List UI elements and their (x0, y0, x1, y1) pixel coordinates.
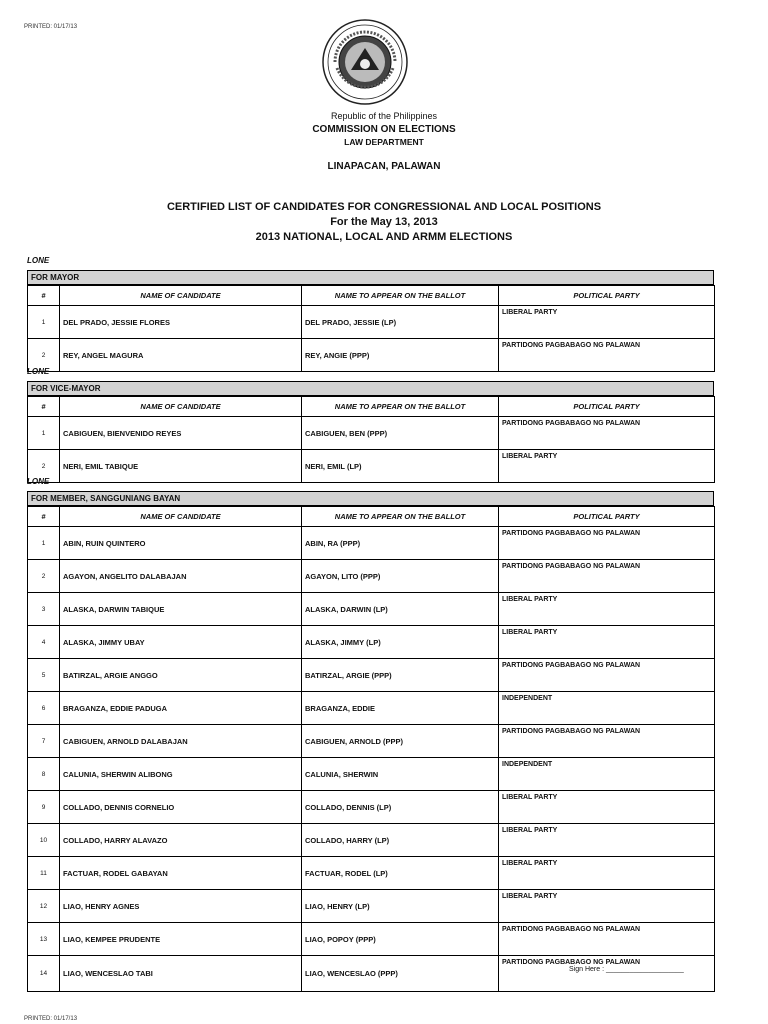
cell-name: ALASKA, JIMMY UBAY (60, 626, 302, 659)
section-title: FOR MEMBER, SANGGUNIANG BAYAN (27, 491, 714, 506)
cell-num: 12 (28, 890, 60, 923)
table-row (28, 758, 715, 791)
cell-name: COLLADO, HARRY ALAVAZO (60, 824, 302, 857)
district-label: LONE (27, 256, 50, 265)
comelec-seal-icon (321, 18, 409, 106)
cell-name: LIAO, HENRY AGNES (60, 890, 302, 923)
cell-party: PARTIDONG PAGBABAGO NG PALAWAN (499, 527, 715, 560)
section-mayor (27, 270, 714, 372)
table-row (28, 626, 715, 659)
cell-party: LIBERAL PARTY (499, 890, 715, 923)
cell-ballot: BATIRZAL, ARGIE (PPP) (302, 659, 499, 692)
cell-num: 3 (28, 593, 60, 626)
cell-ballot: COLLADO, HARRY (LP) (302, 824, 499, 857)
col-num: # (28, 397, 60, 417)
district-label: LONE (27, 367, 50, 376)
cell-ballot: FACTUAR, RODEL (LP) (302, 857, 499, 890)
cell-party: PARTIDONG PAGBABAGO NG PALAWAN (499, 923, 715, 956)
table-row (28, 857, 715, 890)
table-row: 2 REY, ANGEL MAGURA REY, ANGIE (PPP) PARTIDONG PAGBABAGO NG PALAWAN (28, 339, 715, 372)
cell-ballot: ALASKA, DARWIN (LP) (302, 593, 499, 626)
table-row (28, 692, 715, 725)
cell-name: FACTUAR, RODEL GABAYAN (60, 857, 302, 890)
col-ballot: NAME TO APPEAR ON THE BALLOT (302, 397, 499, 417)
cell-ballot: CALUNIA, SHERWIN (302, 758, 499, 791)
document-title: CERTIFIED LIST OF CANDIDATES FOR CONGRESSIONAL AND LOCAL POSITIONS (166, 201, 602, 213)
cell-party: LIBERAL PARTY (499, 857, 715, 890)
cell-party: INDEPENDENT (499, 758, 715, 791)
cell-num: 14 (28, 956, 60, 992)
cell-ballot: ABIN, RA (PPP) (302, 527, 499, 560)
cell-num: 7 (28, 725, 60, 758)
table-row (28, 659, 715, 692)
cell-num: 1 (28, 527, 60, 560)
section-title: FOR MAYOR (27, 270, 714, 285)
cell-ballot: COLLADO, DENNIS (LP) (302, 791, 499, 824)
table-row (28, 593, 715, 626)
cell-ballot: LIAO, HENRY (LP) (302, 890, 499, 923)
cell-name: ALASKA, DARWIN TABIQUE (60, 593, 302, 626)
candidates-table (27, 285, 715, 372)
printed-date: PRINTED: 01/17/13 (24, 24, 78, 30)
col-name: NAME OF CANDIDATE (60, 507, 302, 527)
col-party: POLITICAL PARTY (499, 397, 715, 417)
commission-label: COMMISSION ON ELECTIONS (312, 124, 456, 135)
cell-name: BRAGANZA, EDDIE PADUGA (60, 692, 302, 725)
table-row (28, 890, 715, 923)
cell-num: 10 (28, 824, 60, 857)
cell-party: INDEPENDENT (499, 692, 715, 725)
cell-ballot: BRAGANZA, EDDIE (302, 692, 499, 725)
col-ballot: NAME TO APPEAR ON THE BALLOT (302, 507, 499, 527)
col-num: # (28, 286, 60, 306)
table-row (28, 923, 715, 956)
cell-ballot: LIAO, WENCESLAO (PPP) (302, 956, 499, 992)
cell-party: PARTIDONG PAGBABAGO NG PALAWAN (499, 956, 715, 992)
cell-party: LIBERAL PARTY (499, 791, 715, 824)
cell-ballot: AGAYON, LITO (PPP) (302, 560, 499, 593)
cell-num: 9 (28, 791, 60, 824)
cell-name: LIAO, KEMPEE PRUDENTE (60, 923, 302, 956)
cell-num: 11 (28, 857, 60, 890)
cell-num: 8 (28, 758, 60, 791)
cell-name: COLLADO, DENNIS CORNELIO (60, 791, 302, 824)
cell-party: PARTIDONG PAGBABAGO NG PALAWAN (499, 560, 715, 593)
table-row (28, 956, 715, 992)
table-row (28, 791, 715, 824)
candidates-table (27, 396, 715, 483)
cell-name: ABIN, RUIN QUINTERO (60, 527, 302, 560)
col-ballot: NAME TO APPEAR ON THE BALLOT (302, 286, 499, 306)
cell-num: 2 (28, 560, 60, 593)
cell-ballot: CABIGUEN, ARNOLD (PPP) (302, 725, 499, 758)
cell-num: 6 (28, 692, 60, 725)
col-name: NAME OF CANDIDATE (60, 397, 302, 417)
table-row (28, 824, 715, 857)
election-name: 2013 NATIONAL, LOCAL AND ARMM ELECTIONS (255, 231, 513, 243)
cell-party: PARTIDONG PAGBABAGO NG PALAWAN (499, 725, 715, 758)
printed-date-footer: PRINTED: 01/17/13 (24, 1016, 78, 1022)
cell-ballot: LIAO, POPOY (PPP) (302, 923, 499, 956)
table-row (28, 527, 715, 560)
cell-ballot: ALASKA, JIMMY (LP) (302, 626, 499, 659)
candidates-table (27, 506, 715, 992)
cell-party: PARTIDONG PAGBABAGO NG PALAWAN (499, 659, 715, 692)
col-party: POLITICAL PARTY (499, 507, 715, 527)
col-num: # (28, 507, 60, 527)
cell-num: 13 (28, 923, 60, 956)
republic-label: Republic of the Philippines (330, 111, 438, 121)
cell-name: CABIGUEN, ARNOLD DALABAJAN (60, 725, 302, 758)
cell-party: LIBERAL PARTY (499, 626, 715, 659)
election-date: For the May 13, 2013 (330, 216, 438, 228)
col-party: POLITICAL PARTY (499, 286, 715, 306)
section-sangguniang-bayan (27, 491, 714, 992)
cell-name: CALUNIA, SHERWIN ALIBONG (60, 758, 302, 791)
cell-party: LIBERAL PARTY (499, 593, 715, 626)
sign-here-line: Sign Here : ____________________ (569, 966, 684, 973)
table-row: 2 NERI, EMIL TABIQUE NERI, EMIL (LP) LIBERAL PARTY (28, 450, 715, 483)
district-label: LONE (27, 477, 50, 486)
col-name: NAME OF CANDIDATE (60, 286, 302, 306)
cell-name: LIAO, WENCESLAO TABI (60, 956, 302, 992)
cell-num: 5 (28, 659, 60, 692)
cell-num: 4 (28, 626, 60, 659)
cell-name: BATIRZAL, ARGIE ANGGO (60, 659, 302, 692)
table-row (28, 560, 715, 593)
cell-name: AGAYON, ANGELITO DALABAJAN (60, 560, 302, 593)
section-vice-mayor (27, 381, 714, 483)
section-title: FOR VICE-MAYOR (27, 381, 714, 396)
table-row (28, 725, 715, 758)
table-row: 1 CABIGUEN, BIENVENIDO REYES CABIGUEN, BEN (PPP) PARTIDONG PAGBABAGO NG PALAWAN (28, 417, 715, 450)
cell-party: LIBERAL PARTY (499, 824, 715, 857)
location-label: LINAPACAN, PALAWAN (327, 161, 441, 172)
department-label: LAW DEPARTMENT (344, 137, 424, 147)
table-row: 1 DEL PRADO, JESSIE FLORES DEL PRADO, JESSIE (LP) LIBERAL PARTY (28, 306, 715, 339)
